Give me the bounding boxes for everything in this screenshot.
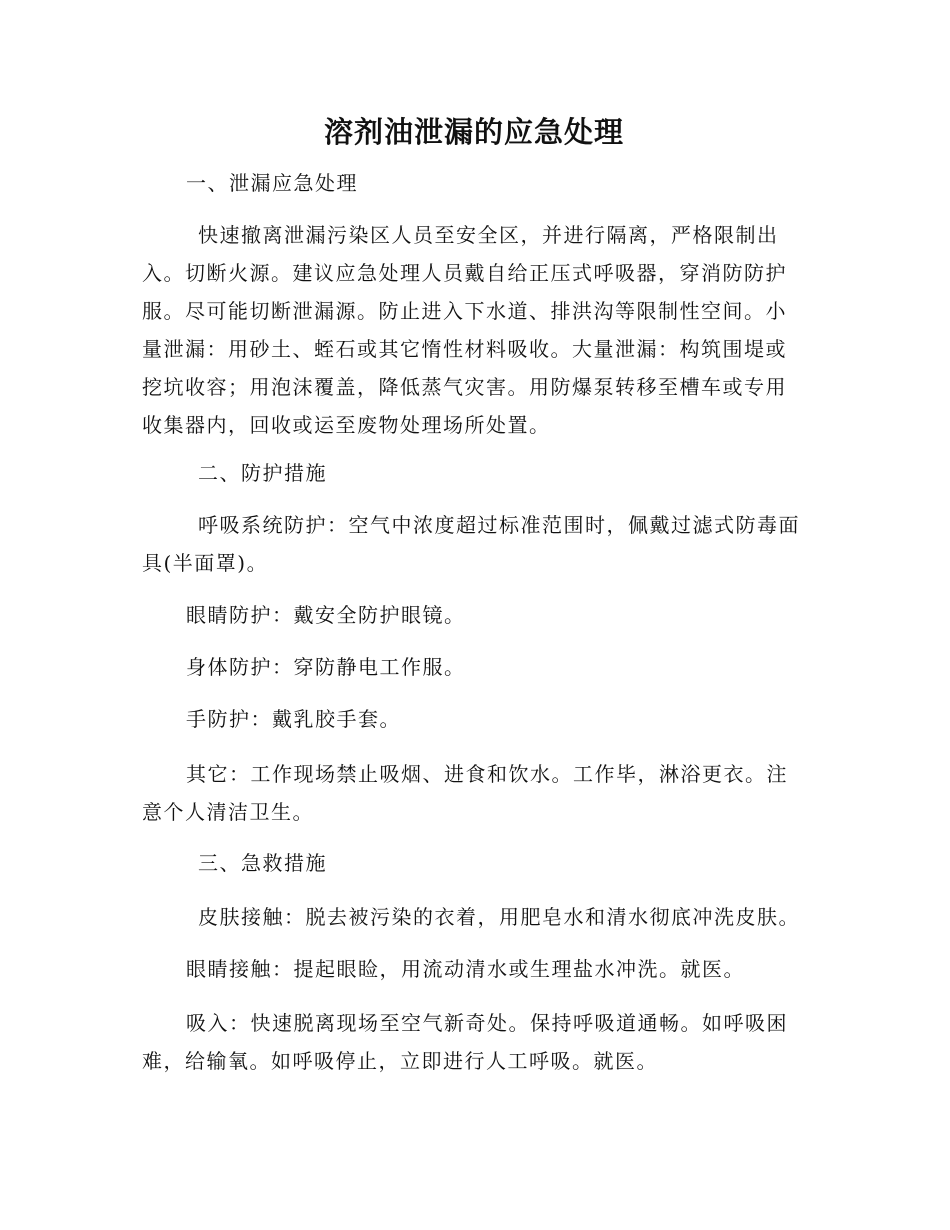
paragraph-body-protection: 身体防护：穿防静电工作服。 bbox=[186, 655, 466, 679]
document-title: 溶剂油泄漏的应急处理 bbox=[323, 115, 624, 149]
document-page bbox=[142, 0, 806, 1230]
paragraph-inhalation: 吸入：快速脱离现场至空气新奇处。保持呼吸道通畅。如呼吸困难，给输氧。如呼吸停止，立即进行人工呼吸。就医。 bbox=[142, 1011, 788, 1073]
paragraph-leak-response: 快速撤离泄漏污染区人员至安全区，并进行隔离，严格限制出入。切断火源。建议应急处理人员戴自给正压式呼吸器，穿消防防护服。尽可能切断泄漏源。防止进入下水道、排洪沟等限制性空间。小量泄漏：用砂土、蛭石或其它惰性材料吸收。大量泄漏：构筑围堤或挖坑收容；用泡沫覆盖，降低蒸气灾害。用防爆泵转移至槽车或专用收集器内，回收或运至废物处理场所处置。 bbox=[142, 223, 787, 437]
section-heading-leak-response: 一、泄漏应急处理 bbox=[186, 171, 358, 195]
paragraph-eye-contact: 眼睛接触：提起眼睑，用流动清水或生理盐水冲洗。就医。 bbox=[186, 957, 745, 981]
section-heading-protection: 二、防护措施 bbox=[198, 461, 327, 485]
paragraph-skin-contact: 皮肤接触：脱去被污染的衣着，用肥皂水和清水彻底冲洗皮肤。 bbox=[198, 905, 800, 929]
paragraph-other-protection: 其它：工作现场禁止吸烟、进食和饮水。工作毕，淋浴更衣。注意个人清洁卫生。 bbox=[142, 762, 788, 824]
paragraph-respiratory-protection: 呼吸系统防护：空气中浓度超过标准范围时，佩戴过滤式防毒面具(半面罩)。 bbox=[142, 513, 800, 575]
paragraph-hand-protection: 手防护：戴乳胶手套。 bbox=[186, 707, 401, 731]
section-heading-first-aid: 三、急救措施 bbox=[198, 851, 327, 875]
paragraph-eye-protection: 眼睛防护：戴安全防护眼镜。 bbox=[186, 603, 466, 627]
